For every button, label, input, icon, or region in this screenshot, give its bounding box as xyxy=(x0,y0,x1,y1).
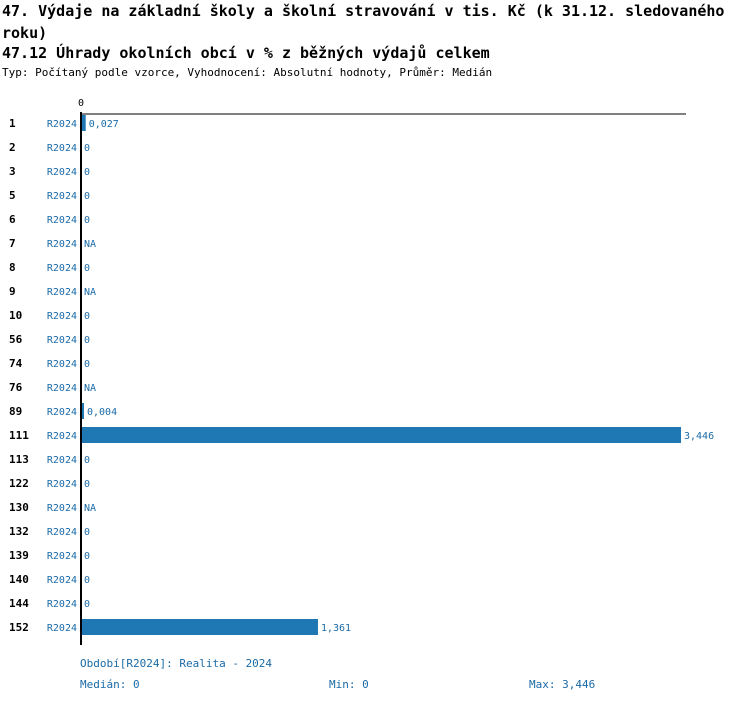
period-label: R2024 xyxy=(46,143,77,154)
data-label: 0 xyxy=(84,191,91,202)
chart-title: 47. Výdaje na základní školy a školní stravování v tis. Kč (k 31.12. sledovaného roku) xyxy=(2,2,725,42)
category-label: 74 xyxy=(9,357,23,370)
data-label: 0 xyxy=(84,599,91,610)
category-label: 3 xyxy=(9,165,16,178)
data-label: 0 xyxy=(84,551,91,562)
data-label: 0 xyxy=(84,143,91,154)
category-label: 10 xyxy=(9,309,23,322)
category-label: 5 xyxy=(9,189,16,202)
category-label: 2 xyxy=(9,141,16,154)
data-label: 0 xyxy=(84,167,91,178)
period-label: R2024 xyxy=(46,575,77,586)
footer-min: Min: 0 xyxy=(329,678,369,691)
chart-info: Typ: Počítaný podle vzorce, Vyhodnocení: Absolutní hodnoty, Průměr: Medián xyxy=(2,66,493,79)
category-label: 139 xyxy=(9,549,29,562)
period-label: R2024 xyxy=(46,383,77,394)
data-label: 0,004 xyxy=(87,407,118,418)
period-label: R2024 xyxy=(46,335,77,346)
period-label: R2024 xyxy=(46,479,77,490)
data-label: 1,361 xyxy=(320,623,352,634)
data-label: 0 xyxy=(84,575,91,586)
period-label: R2024 xyxy=(46,311,77,322)
period-label: R2024 xyxy=(46,215,77,226)
period-label: R2024 xyxy=(46,167,77,178)
data-label: NA xyxy=(84,383,97,394)
period-label: R2024 xyxy=(46,239,77,250)
category-label: 130 xyxy=(9,501,29,514)
period-label: R2024 xyxy=(46,599,77,610)
period-label: R2024 xyxy=(46,623,77,634)
period-label: R2024 xyxy=(46,527,77,538)
period-label: R2024 xyxy=(46,431,77,442)
period-label: R2024 xyxy=(46,263,77,274)
period-label: R2024 xyxy=(46,503,77,514)
category-label: 6 xyxy=(9,213,16,226)
period-label: R2024 xyxy=(46,455,77,466)
data-label: 0,027 xyxy=(88,119,119,130)
axis-zero-tick-label: 0 xyxy=(77,98,85,109)
period-label: R2024 xyxy=(46,551,77,562)
footer-median: Medián: 0 xyxy=(80,678,140,691)
data-label: 0 xyxy=(84,335,91,346)
data-label: 0 xyxy=(84,455,91,466)
footer-period: Období[R2024]: Realita - 2024 xyxy=(80,657,273,670)
data-label: NA xyxy=(84,239,97,250)
data-label: NA xyxy=(84,287,97,298)
data-label: 0 xyxy=(84,527,91,538)
category-label: 89 xyxy=(9,405,23,418)
data-label: 0 xyxy=(84,311,91,322)
period-label: R2024 xyxy=(46,407,77,418)
category-label: 8 xyxy=(9,261,16,274)
bar xyxy=(81,427,681,443)
data-label: 0 xyxy=(84,215,91,226)
category-label: 9 xyxy=(9,285,16,298)
category-label: 1 xyxy=(9,117,16,130)
data-label: 0 xyxy=(84,359,91,370)
data-label: 0 xyxy=(84,263,91,274)
data-label: 3,446 xyxy=(684,431,715,442)
period-label: R2024 xyxy=(46,359,77,370)
category-label: 7 xyxy=(9,237,16,250)
category-label: 140 xyxy=(9,573,29,586)
category-label: 152 xyxy=(9,621,29,634)
category-label: 122 xyxy=(9,477,29,490)
period-label: R2024 xyxy=(46,119,77,130)
category-label: 144 xyxy=(9,597,29,610)
category-label: 111 xyxy=(9,429,29,442)
bar xyxy=(81,619,318,635)
category-label: 56 xyxy=(9,333,23,346)
indicator-title: 47.12 Úhrady okolních obcí v % z běžných výdajů celkem xyxy=(2,44,490,62)
category-label: 113 xyxy=(9,453,29,466)
data-label: 0 xyxy=(84,479,91,490)
data-label: NA xyxy=(84,503,97,514)
category-label: 132 xyxy=(9,525,29,538)
period-label: R2024 xyxy=(46,287,77,298)
category-label: 76 xyxy=(9,381,23,394)
period-label: R2024 xyxy=(46,191,77,202)
footer-max: Max: 3,446 xyxy=(529,678,596,691)
